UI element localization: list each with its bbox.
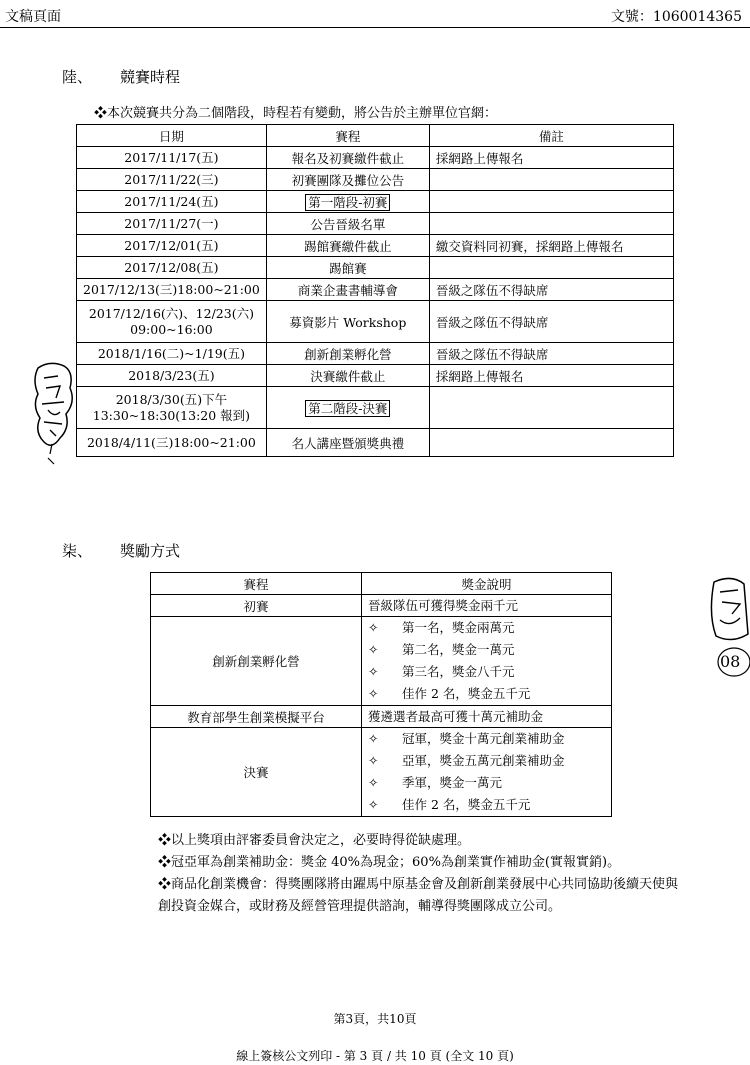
diamond-bullet-icon: ✧	[368, 620, 379, 635]
table-row	[77, 213, 674, 235]
reward-notes	[158, 830, 678, 918]
print-footer: 線上簽核公文列印 - 第 3 頁 / 共 10 頁 (全文 10 頁)	[236, 1049, 514, 1063]
prize-text: 第三名，獎金八千元	[402, 664, 515, 679]
stage-label: 第一階段-初賽	[305, 194, 390, 211]
prize-line	[362, 728, 611, 750]
prize-line: 獲遴選者最高可獲十萬元補助金	[368, 708, 544, 724]
prize-cell	[362, 706, 612, 728]
document-number: 文號：1060014365	[610, 9, 742, 25]
date-cell: 2017/11/27(一)	[77, 213, 267, 235]
event-cell	[266, 387, 429, 429]
stage-cell: 創新創業孵化營	[151, 617, 362, 706]
diamond-bullet-icon: ✧	[368, 775, 379, 790]
remark-cell	[429, 429, 673, 457]
date-cell: 2017/11/17(五)	[77, 147, 267, 169]
prize-text: 冠軍，獎金十萬元創業補助金	[402, 731, 565, 746]
diamond-bullet-icon: ✧	[368, 753, 379, 768]
time-line: 09:00~16:00	[130, 321, 213, 337]
diamond-bullet-icon: ✧	[368, 642, 379, 657]
prize-line	[362, 639, 611, 661]
event-cell: 名人講座暨頒獎典禮	[266, 429, 429, 457]
event-cell: 商業企畫書輔導會	[266, 279, 429, 301]
section-6-heading: 競賽時程	[120, 68, 181, 86]
date-cell: 2017/12/08(五)	[77, 257, 267, 279]
prize-text: 亞軍，獎金五萬元創業補助金	[402, 753, 565, 768]
table-row	[151, 595, 612, 617]
diamond-bullet-icon: ✧	[368, 686, 379, 701]
column-header: 賽程	[266, 125, 429, 147]
prize-cell	[362, 617, 612, 706]
time-line: 13:30~18:30(13:20 報到)	[92, 407, 251, 423]
remark-cell: 採網路上傳報名	[429, 365, 673, 387]
event-cell: 初賽團隊及攤位公告	[266, 169, 429, 191]
table-row	[77, 169, 674, 191]
table-row	[77, 279, 674, 301]
table-row	[77, 365, 674, 387]
prize-line	[362, 661, 611, 683]
note-item: ❖冠亞軍為創業補助金：獎金 40%為現金；60%為創業實作補助金(實報實銷)。	[158, 855, 621, 870]
date-cell: 2017/11/24(五)	[77, 191, 267, 213]
diamond-bullet-icon: ✧	[368, 664, 379, 679]
page-number: 第3頁，共10頁	[333, 1012, 417, 1026]
remark-cell: 晉級之隊伍不得缺席	[429, 279, 673, 301]
reward-table	[150, 572, 612, 817]
remark-cell: 繳交資料同初賽，採網路上傳報名	[429, 235, 673, 257]
remark-cell	[429, 387, 673, 429]
prize-line: 晉級隊伍可獲得獎金兩千元	[368, 597, 519, 613]
date-cell: 2018/4/11(三)18:00~21:00	[77, 429, 267, 457]
prize-line	[362, 772, 611, 794]
table-row	[77, 343, 674, 365]
table-row	[77, 387, 674, 429]
event-cell: 募資影片 Workshop	[266, 301, 429, 343]
stage-cell: 教育部學生創業模擬平台	[151, 706, 362, 728]
remark-cell	[429, 191, 673, 213]
date-cell: 2018/3/23(五)	[77, 365, 267, 387]
prize-text: 佳作 2 名，獎金五千元	[402, 797, 531, 812]
table-row	[151, 706, 612, 728]
section-7-heading: 獎勵方式	[120, 542, 181, 560]
diamond-bullet-icon: ✧	[368, 731, 379, 746]
prize-text: 季軍，獎金一萬元	[402, 775, 503, 790]
event-cell: 踢館賽繳件截止	[266, 235, 429, 257]
date-line: 2017/12/16(六)、12/23(六)	[88, 305, 254, 321]
date-cell: 2017/12/01(五)	[77, 235, 267, 257]
prize-line	[362, 750, 611, 772]
column-header: 備註	[429, 125, 673, 147]
diamond-bullet-icon: ✧	[368, 797, 379, 812]
prize-line	[362, 794, 611, 816]
event-cell: 報名及初賽繳件截止	[266, 147, 429, 169]
section-6-title	[62, 66, 180, 87]
note-item: ❖以上獎項由評審委員會決定之，必要時得從缺處理。	[158, 833, 471, 848]
date-cell: 2018/1/16(二)~1/19(五)	[77, 343, 267, 365]
column-header: 賽程	[151, 573, 362, 595]
seal-stamp-right-text: 08	[720, 652, 741, 671]
event-cell	[266, 191, 429, 213]
table-row	[151, 617, 612, 706]
stage-cell: 初賽	[151, 595, 362, 617]
table-row	[77, 257, 674, 279]
table-row	[151, 728, 612, 817]
table-row	[77, 235, 674, 257]
table-row	[77, 147, 674, 169]
remark-cell: 晉級之隊伍不得缺席	[429, 301, 673, 343]
remark-cell	[429, 257, 673, 279]
prize-cell	[362, 595, 612, 617]
remark-cell: 晉級之隊伍不得缺席	[429, 343, 673, 365]
event-cell: 創新創業孵化營	[266, 343, 429, 365]
section-7-number: 柒、	[62, 542, 93, 560]
date-line: 2018/3/30(五)下午	[115, 391, 228, 407]
seal-stamp-left	[30, 358, 80, 468]
column-header: 獎金說明	[362, 573, 612, 595]
header-divider	[0, 27, 750, 28]
remark-cell: 採網路上傳報名	[429, 147, 673, 169]
event-cell: 公告晉級名單	[266, 213, 429, 235]
section-6-number: 陸、	[62, 68, 93, 86]
table-header-row	[77, 125, 674, 147]
table-header-row	[151, 573, 612, 595]
stage-cell: 決賽	[151, 728, 362, 817]
section-6-note: ❖本次競賽共分為二個階段，時程若有變動，將公告於主辦單位官網：	[94, 106, 498, 121]
table-row	[77, 429, 674, 457]
prize-text: 第一名，獎金兩萬元	[402, 620, 515, 635]
column-header: 日期	[77, 125, 267, 147]
event-cell: 決賽繳件截止	[266, 365, 429, 387]
prize-cell	[362, 728, 612, 817]
section-7-title	[62, 540, 180, 561]
date-cell: 2017/12/13(三)18:00~21:00	[77, 279, 267, 301]
header-left: 文稿頁面	[5, 9, 61, 25]
prize-line	[362, 683, 611, 705]
remark-cell	[429, 169, 673, 191]
date-cell: 2017/11/22(三)	[77, 169, 267, 191]
prize-line	[362, 617, 611, 639]
table-row	[77, 191, 674, 213]
prize-text: 第二名，獎金一萬元	[402, 642, 515, 657]
date-cell	[77, 387, 267, 429]
event-cell: 踢館賽	[266, 257, 429, 279]
prize-text: 佳作 2 名，獎金五千元	[402, 686, 531, 701]
table-row	[77, 301, 674, 343]
date-cell	[77, 301, 267, 343]
schedule-table	[76, 124, 674, 457]
stage-label: 第二階段-決賽	[305, 400, 390, 417]
remark-cell	[429, 213, 673, 235]
note-item: ❖商品化創業機會：得獎團隊將由躍馬中原基金會及創新創業發展中心共同協助後續天使與創投資金媒合，或財務及經營管理提供諮詢，輔導得獎團隊成立公司。	[158, 877, 679, 914]
